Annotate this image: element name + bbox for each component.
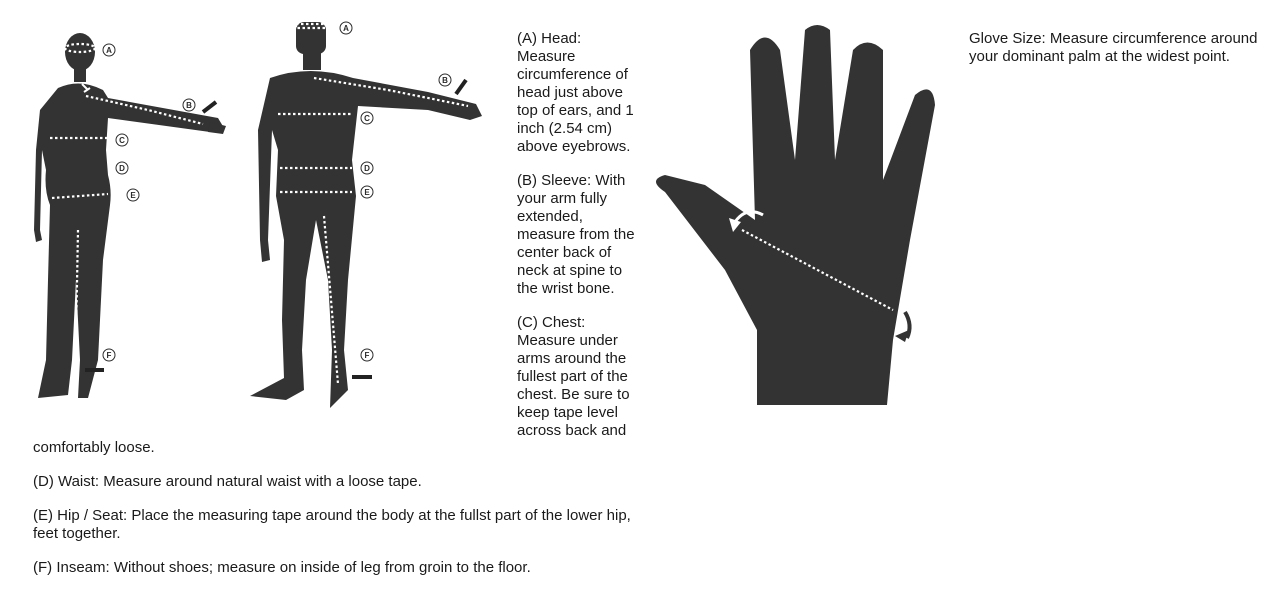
measurement-instructions [517, 30, 642, 456]
marker-e-male [361, 186, 373, 198]
svg-text:B: B [186, 101, 192, 110]
marker-a-male [340, 22, 352, 34]
marker-d-male [361, 162, 373, 174]
marker-c [116, 134, 128, 146]
male-body-diagram [248, 20, 493, 410]
marker-f [103, 349, 115, 361]
marker-f-male [361, 349, 373, 361]
marker-e [127, 189, 139, 201]
svg-text:B: B [442, 76, 448, 85]
marker-c-male [361, 112, 373, 124]
svg-text:D: D [364, 164, 370, 173]
hand-diagram [645, 20, 945, 410]
sleeve-instruction: (B) Sleeve: With your arm fully extended, measure from the center back of neck at spine to the wrist bone. [517, 172, 635, 297]
svg-text:A: A [343, 24, 349, 33]
svg-text:E: E [364, 188, 370, 197]
chest-instruction-continued: comfortably loose. [33, 439, 155, 456]
svg-text:E: E [130, 191, 136, 200]
svg-text:D: D [119, 164, 125, 173]
measurement-instructions-continued [33, 439, 653, 593]
marker-b [183, 99, 195, 111]
glove-size-instruction: Glove Size: Measure circumference around your dominant palm at the widest point. [969, 30, 1258, 65]
waist-instruction: (D) Waist: Measure around natural waist with a loose tape. [33, 473, 422, 490]
chest-instruction: (C) Chest: Measure under arms around the fullest part of the chest. Be sure to keep tape level across back and [517, 314, 630, 439]
svg-text:C: C [364, 114, 370, 123]
svg-text:F: F [106, 351, 112, 360]
marker-b-male [439, 74, 451, 86]
marker-a [103, 44, 115, 56]
svg-text:C: C [119, 136, 125, 145]
hip-instruction: (E) Hip / Seat: Place the measuring tape around the body at the fullst part of the lower hip, feet together. [33, 507, 631, 542]
svg-text:A: A [106, 46, 112, 55]
inseam-instruction: (F) Inseam: Without shoes; measure on inside of leg from groin to the floor. [33, 559, 531, 576]
head-instruction: (A) Head: Measure circumference of head just above top of ears, and 1 inch (2.54 cm) above eyebrows. [517, 30, 634, 155]
marker-d [116, 162, 128, 174]
svg-text:F: F [364, 351, 370, 360]
female-body-diagram [28, 30, 238, 405]
